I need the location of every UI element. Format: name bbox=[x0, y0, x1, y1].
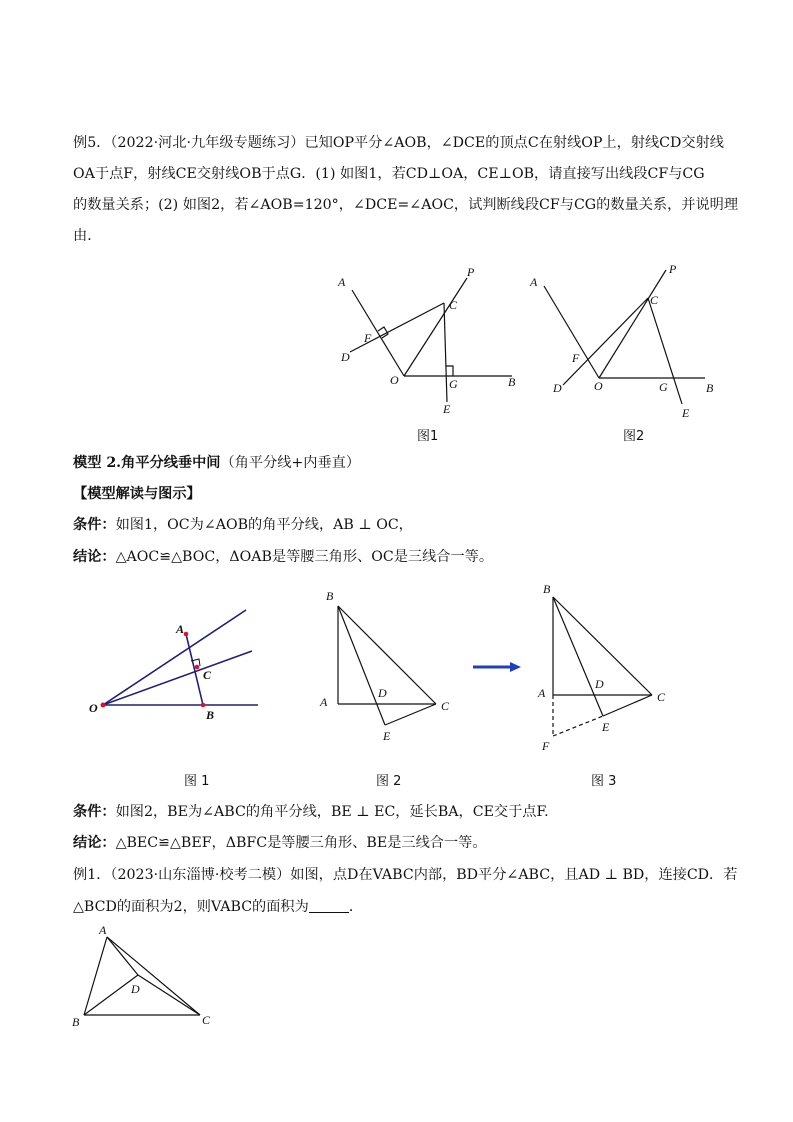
fig5a-label-D: D bbox=[341, 350, 350, 364]
condition2-label: 条件： bbox=[73, 804, 116, 820]
example5-line1: 例5．（2022·河北·九年级专题练习）已知OP平分∠AOB，∠DCE的顶点C在射线OP上，射线CD交射线 bbox=[73, 135, 724, 151]
fig5b-label-G: G bbox=[659, 380, 668, 394]
ex1-label-C: C bbox=[202, 1013, 211, 1027]
m1-label-B: B bbox=[206, 708, 215, 722]
fig5b-label-F: F bbox=[572, 351, 580, 365]
fig5a-caption: 图1 bbox=[417, 429, 439, 444]
fig5a-label-E: E bbox=[443, 402, 451, 416]
fig5b-label-E: E bbox=[682, 406, 690, 420]
m2-label-A: A bbox=[320, 695, 328, 709]
ex1-label-D: D bbox=[131, 982, 140, 996]
fig5a-label-F: F bbox=[364, 331, 372, 345]
fig5a-label-O: O bbox=[390, 373, 399, 387]
fig5b-label-C: C bbox=[650, 293, 659, 307]
ex1-label-A: A bbox=[99, 923, 107, 937]
model2-heading-rest: （角平分线+内垂直） bbox=[220, 455, 361, 471]
m3-label-E: E bbox=[602, 720, 610, 734]
fig5b-label-B: B bbox=[706, 381, 714, 395]
example1-line1: 例1．（2023·山东淄博·校考二模）如图，点D在VABC内部，BD平分∠ABC，且AD ⊥ BD，连接CD．若 bbox=[73, 867, 738, 883]
m1-label-O: O bbox=[89, 701, 98, 715]
m2-label-B: B bbox=[326, 589, 334, 603]
fig5b-label-P: P bbox=[669, 262, 677, 276]
condition2-text: 如图2，BE为∠ABC的角平分线，BE ⊥ EC，延长BA，CE交于点F. bbox=[115, 804, 549, 820]
m3-label-A: A bbox=[538, 686, 546, 700]
fig5b-caption: 图2 bbox=[623, 429, 645, 444]
example1-line2-text: △BCD的面积为2，则VABC的面积为 bbox=[73, 899, 309, 915]
ex1-label-B: B bbox=[72, 1015, 80, 1029]
fig5a-label-C: C bbox=[449, 298, 458, 312]
m3-label-B: B bbox=[543, 582, 551, 596]
fig5b-label-O: O bbox=[594, 379, 603, 393]
fig5a-label-P: P bbox=[467, 265, 475, 279]
m3-label-D: D bbox=[595, 677, 604, 691]
m3-label-F: F bbox=[542, 739, 550, 753]
m2-label-E: E bbox=[383, 729, 391, 743]
model-fig3-caption: 图 3 bbox=[591, 774, 617, 789]
conclusion1-text: △AOC≌△BOC，ΔOAB是等腰三角形、OC是三线合一等。 bbox=[115, 549, 494, 565]
example1-line2-end: ． bbox=[348, 899, 364, 915]
fig5a-label-A: A bbox=[338, 275, 346, 289]
fig5b-label-A: A bbox=[530, 275, 538, 289]
condition1-text: 如图1，OC为∠AOB的角平分线，AB ⊥ OC， bbox=[115, 517, 413, 533]
m3-label-C: C bbox=[657, 690, 666, 704]
model-fig2-caption: 图 2 bbox=[376, 774, 402, 789]
m1-label-A: A bbox=[176, 622, 185, 636]
example5-line2: OA于点F，射线CE交射线OB于点G．(1) 如图1，若CD⊥OA，CE⊥OB，请直接写出线段CF与CG bbox=[73, 166, 705, 182]
m1-label-C: C bbox=[203, 668, 212, 682]
m2-label-C: C bbox=[441, 699, 450, 713]
conclusion2-label: 结论： bbox=[73, 835, 116, 851]
m2-label-D: D bbox=[378, 686, 387, 700]
conclusion1-label: 结论： bbox=[73, 549, 116, 565]
model2-heading-bold: 模型 2.角平分线垂中间 bbox=[73, 455, 221, 471]
fig5a-label-B: B bbox=[508, 375, 516, 389]
example5-line4: 由． bbox=[73, 228, 102, 244]
conclusion2-text: △BEC≌△BEF，ΔBFC是等腰三角形、BE是三线合一等。 bbox=[115, 835, 487, 851]
fig5b-label-D: D bbox=[553, 381, 562, 395]
fig5a-label-G: G bbox=[449, 377, 458, 391]
condition1-label: 条件： bbox=[73, 517, 116, 533]
model2-section: 【模型解读与图示】 bbox=[73, 486, 201, 502]
example5-line3: 的数量关系；(2) 如图2，若∠AOB=120°，∠DCE=∠AOC，试判断线段CF与CG的数量关系，并说明理 bbox=[73, 197, 739, 213]
model-fig1-caption: 图 1 bbox=[184, 774, 210, 789]
